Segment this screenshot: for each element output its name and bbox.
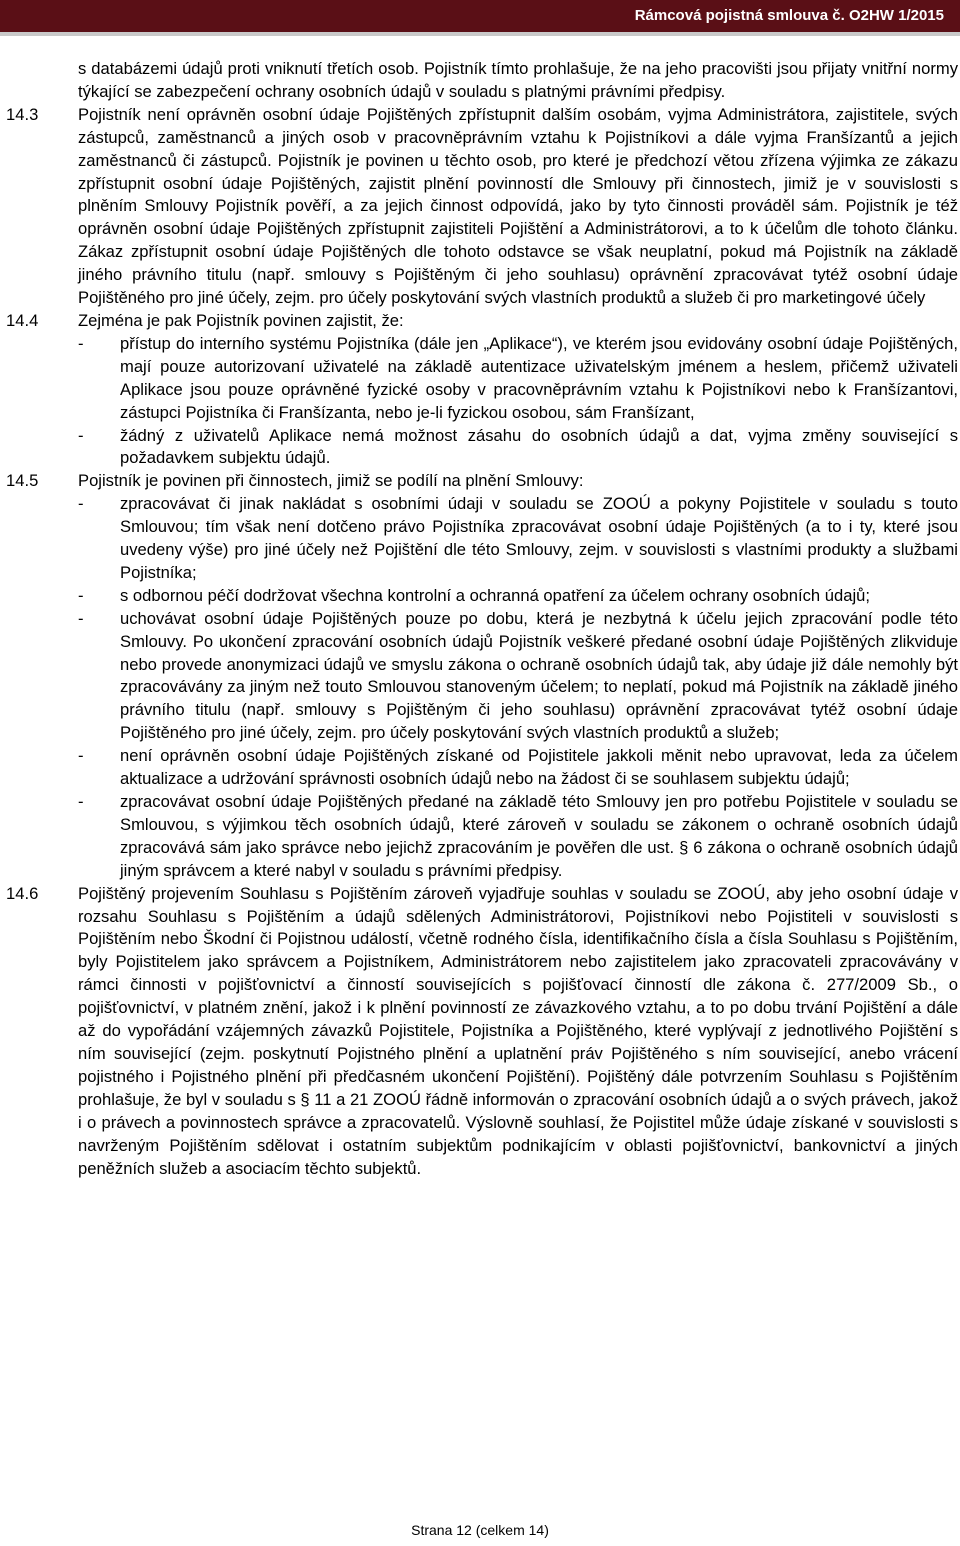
list-item-text: zpracovávat či jinak nakládat s osobními údaji v souladu se ZOOÚ a pokyny Pojistitele v souladu s touto Smlouvou; tím však není dotčeno právo Pojistníka zpracovávat osobní údaje Pojištěných (a to i ty, které jsou uvedeny výše) pro jiné účely než Pojištění dle této Smlouvy, zejm. v souvislosti s vlastními produkty a službami Pojistníka; bbox=[120, 494, 958, 582]
section-list bbox=[78, 493, 958, 882]
list-marker: - bbox=[78, 494, 84, 514]
section-text: Pojištěný projevením Souhlasu s Pojištěním zároveň vyjadřuje souhlas v souladu se ZOOÚ, aby jeho osobní údaje v rozsahu Souhlasu s Pojištěním a údajů sdělených Administrátorovi, Pojistníkovi nebo Pojistiteli v souvislosti s Pojištěním nebo Škodní či Pojistnou událostí, včetně rodného čísla, identifikačního čísla a čísla Souhlasu s Pojištěním, byly Pojistitelem jako správcem a Pojistníkem, Administrátorem nebo zajistitelem jako zpracovateli zpracovávány v rámci činnosti v pojišťovnictví a činností souvisejících s pojišťovací činností dle zákona č. 277/2009 Sb., o pojišťovnictví, v platném znění, jakož i k plnění povinností ze závazkového vztahu, a to po dobu trvání Pojištění a dále až do vypořádání vzájemných závazků Pojistitele, Pojistníka a Pojištěného, které vyplývají z jednotlivého Pojištění s ním související (zejm. poskytnutí Pojistného plnění a uplatnění práv Pojištěného s ním související, anebo vrácení pojistného i Pojistného plnění při předčasném ukončení Pojištění). Pojištěný dále potvrzením Souhlasu s Pojištěním prohlašuje, že byl v souladu s § 11 a 21 ZOOÚ řádně informován o zpracování osobních údajů a o svých právech, jakož i o právech a povinnostech správce a zpracovatelů. Výslovně souhlasí, že Pojistitel může údaje získané v souvislosti s navrženým Pojištěním sdělovat i ostatním subjektům podnikajícím v oblasti pojišťovnictví, bankovnictví a jiných peněžních služeb a asociacím těchto subjektů. bbox=[78, 883, 958, 1178]
section-14-4 bbox=[6, 310, 958, 470]
section-number: 14.4 bbox=[6, 310, 39, 330]
section-14-3 bbox=[6, 104, 958, 310]
list-item bbox=[78, 608, 958, 745]
list-item bbox=[78, 791, 958, 883]
section-text: Pojistník není oprávněn osobní údaje Pojištěných zpřístupnit dalším osobám, vyjma Administrátora, zajistitele, svých zástupců, zaměstnanců a jiných osob v pracovněprávním vztahu k Pojistníkovi a dále vyjma Franšízantů a jejich zaměstnanců či zástupců. Pojistník je povinen u těchto osob, pro které je předchozí větou zřízena výjimka ze zákazu zpřístupnit osobní údaje Pojištěných, zajistit plnění povinností dle Smlouvy při činnostech, jimiž je v souvislosti s plněním Smlouvy Pojistník pověří, a za jejich činnost odpovídá, jako by tyto činnosti prováděl sám. Pojistník je též oprávněn osobní údaje Pojištěných zpřístupnit zajistiteli Pojištění a Administrátorovi, a to k účelům dle tohoto článku. Zákaz zpřístupnit osobní údaje Pojištěných dle tohoto odstavce se však neuplatní, pokud má Pojistník na základě jiného právního titulu (např. smlouvy s Pojištěným či jeho souhlasu) oprávnění zpracovávat tytéž osobní údaje Pojištěného pro jiné účely, zejm. pro účely poskytování svých vlastních produktů a služeb či pro marketingové účely bbox=[78, 104, 958, 308]
list-item-text: není oprávněn osobní údaje Pojištěných získané od Pojistitele jakkoli měnit nebo upravovat, leda za účelem aktualizace a udržování správnosti osobních údajů nebo na žádost či se souhlasem subjektu údajů; bbox=[120, 746, 958, 789]
list-item-text: s odbornou péčí dodržovat všechna kontrolní a ochranná opatření za účelem ochrany osobních údajů; bbox=[120, 585, 870, 605]
section-number: 14.6 bbox=[6, 883, 39, 903]
list-item-text: uchovávat osobní údaje Pojištěných pouze po dobu, která je nezbytná k účelu jejich zpracování podle této Smlouvy. Po ukončení zpracování osobních údajů Pojistník veškeré předané osobní údaje Pojištěných zlikviduje nebo provede anonymizaci údajů ve smyslu zákona o ochraně osobních údajů tak, aby údaje již dále nemohly být zpracovávány za jiným než touto Smlouvou stanoveným účelem; to neplatí, pokud má Pojistník na základě jiného právního titulu (např. smlouvy s Pojištěným či jeho souhlasu) oprávnění zpracovávat tytéž osobní údaje Pojištěného pro jiné účely, zejm. pro účely poskytování svých vlastních produktů a služeb; bbox=[120, 608, 958, 743]
list-item bbox=[78, 585, 958, 608]
list-item bbox=[78, 745, 958, 791]
list-marker: - bbox=[78, 792, 84, 811]
list-marker: - bbox=[78, 425, 84, 445]
list-item bbox=[78, 493, 958, 585]
list-item-text: zpracovávat osobní údaje Pojištěných předané na základě této Smlouvy jen pro potřebu Pojistitele v souladu se Smlouvou, s výjimkou těch osobních údajů, které zároveň v souladu se zákonem o ochraně osobních údajů zpracovává sám jako správce nebo jejichž zpracováním je pověřen dle ust. § 6 zákona o ochraně osobních údajů jiným správcem a které nabyl v souladu s právními předpisy. bbox=[120, 792, 958, 880]
section-number: 14.5 bbox=[6, 471, 39, 491]
section-intro: Pojistník je povinen při činnostech, jimiž se podílí na plnění Smlouvy: bbox=[78, 471, 584, 491]
list-item bbox=[78, 333, 958, 425]
section-14-6 bbox=[6, 883, 958, 1181]
section-intro: Zejména je pak Pojistník povinen zajistit, že: bbox=[78, 310, 404, 330]
list-item bbox=[78, 425, 958, 471]
list-marker: - bbox=[78, 746, 84, 766]
section-14-5 bbox=[6, 470, 958, 882]
header-bar bbox=[0, 0, 960, 32]
section-list bbox=[78, 333, 958, 470]
list-marker: - bbox=[78, 333, 84, 353]
document-body bbox=[6, 58, 958, 1180]
document-title: Rámcová pojistná smlouva č. O2HW 1/2015 bbox=[634, 7, 944, 24]
continuation-paragraph: s databázemi údajů proti vniknutí třetích osob. Pojistník tímto prohlašuje, že na jeho pracovišti jsou přijaty vnitřní normy týkající se zabezpečení ochrany osobních údajů v souladu s platnými právními předpisy. bbox=[78, 59, 958, 101]
section-number: 14.3 bbox=[6, 104, 39, 124]
header-divider bbox=[0, 32, 960, 36]
list-item-text: žádný z uživatelů Aplikace nemá možnost zásahu do osobních údajů a dat, vyjma změny související s požadavkem subjektu údajů. bbox=[120, 425, 958, 468]
list-marker: - bbox=[78, 585, 84, 605]
list-item-text: přístup do interního systému Pojistníka (dále jen „Aplikace“), ve kterém jsou evidovány osobní údaje Pojištěných, mají pouze autorizovaní uživatelé na základě autentizace uživatelským jménem a heslem, přičemž uživateli Aplikace jsou pouze oprávněné fyzické osoby v pracovněprávním vztahu k Pojistníkovi nebo k Franšízantovi, zástupci Pojistníka či Franšízanta, nebo je-li fyzickou osobou, sám Franšízant, bbox=[120, 333, 958, 422]
page-footer: Strana 12 (celkem 14) bbox=[411, 1522, 549, 1538]
list-marker: - bbox=[78, 608, 84, 628]
